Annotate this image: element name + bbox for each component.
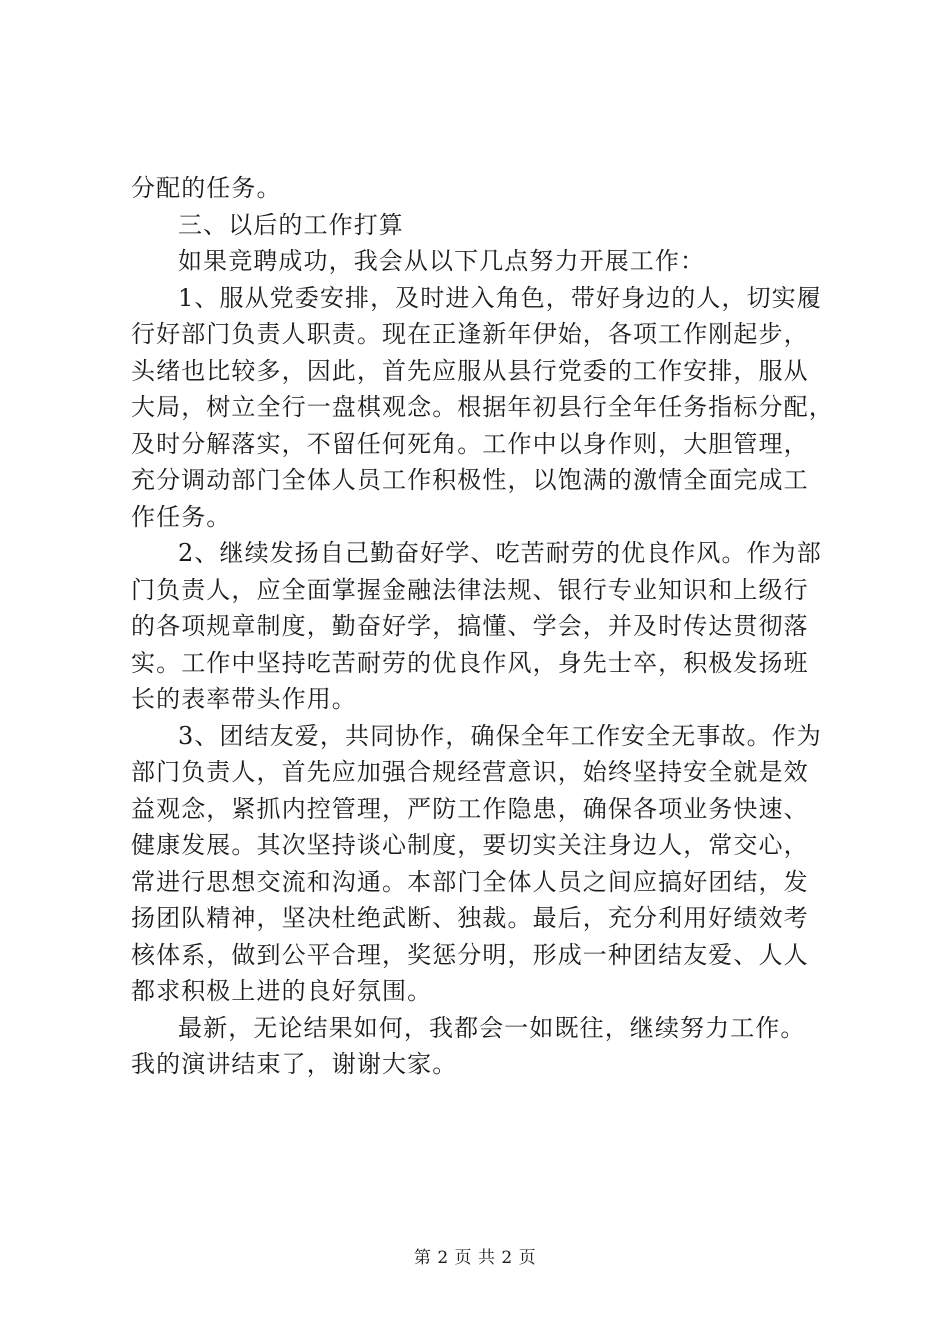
text-line: 作任务。 — [131, 502, 232, 531]
text-line: 分配的任务。 — [131, 174, 282, 202]
text-line: 如果竞聘成功，我会从以下几点努力开展工作： — [178, 247, 706, 275]
text-line: 的各项规章制度，勤奋好学，搞懂、学会，并及时传达贯彻落 — [131, 612, 809, 640]
text-line: 2、继续发扬自己勤奋好学、吃苦耐劳的优良作风。作为部 — [178, 539, 822, 567]
text-line: 健康发展。其次坚持谈心制度，要切实关注身边人，常交心， — [131, 831, 809, 859]
text-line: 实。工作中坚持吃苦耐劳的优良作风，身先士卒，积极发扬班 — [131, 648, 809, 677]
text-line: 门负责人，应全面掌握金融法律法规、银行专业知识和上级行 — [131, 575, 809, 604]
text-line: 头绪也比较多，因此，首先应服从县行党委的工作安排，服从 — [131, 356, 809, 385]
text-line: 我的演讲结束了，谢谢大家。 — [131, 1050, 458, 1078]
text-line: 1、服从党委安排，及时进入角色，带好身边的人，切实履 — [178, 283, 822, 312]
text-line: 大局，树立全行一盘棋观念。根据年初县行全年任务指标分配， — [131, 393, 834, 421]
page-footer: 第 2 页 共 2 页 — [413, 1248, 537, 1268]
text-line: 3、团结友爱，共同协作，确保全年工作安全无事故。作为 — [178, 721, 822, 750]
text-line: 都求积极上进的良好氛围。 — [131, 977, 433, 1005]
text-line: 充分调动部门全体人员工作积极性，以饱满的激情全面完成工 — [131, 466, 809, 494]
text-line: 及时分解落实，不留任何死角。工作中以身作则，大胆管理， — [131, 429, 809, 458]
text-line: 最新，无论结果如何，我都会一如既往，继续努力工作。 — [178, 1013, 806, 1042]
document-body — [131, 170, 851, 1083]
text-line: 核体系，做到公平合理，奖惩分明，形成一种团结友爱、人人 — [131, 940, 809, 969]
text-line: 常进行思想交流和沟通。本部门全体人员之间应搞好团结，发 — [131, 867, 809, 896]
text-line: 行好部门负责人职责。现在正逢新年伊始，各项工作刚起步， — [131, 320, 809, 348]
text-line: 扬团队精神，坚决杜绝武断、独裁。最后，充分利用好绩效考 — [131, 904, 809, 932]
text-line: 长的表率带头作用。 — [131, 685, 357, 713]
text-line: 部门负责人，首先应加强合规经营意识，始终坚持安全就是效 — [131, 758, 809, 786]
text-line: 三、以后的工作打算 — [178, 210, 404, 239]
text-line: 益观念，紧抓内控管理，严防工作隐患，确保各项业务快速、 — [131, 794, 809, 823]
